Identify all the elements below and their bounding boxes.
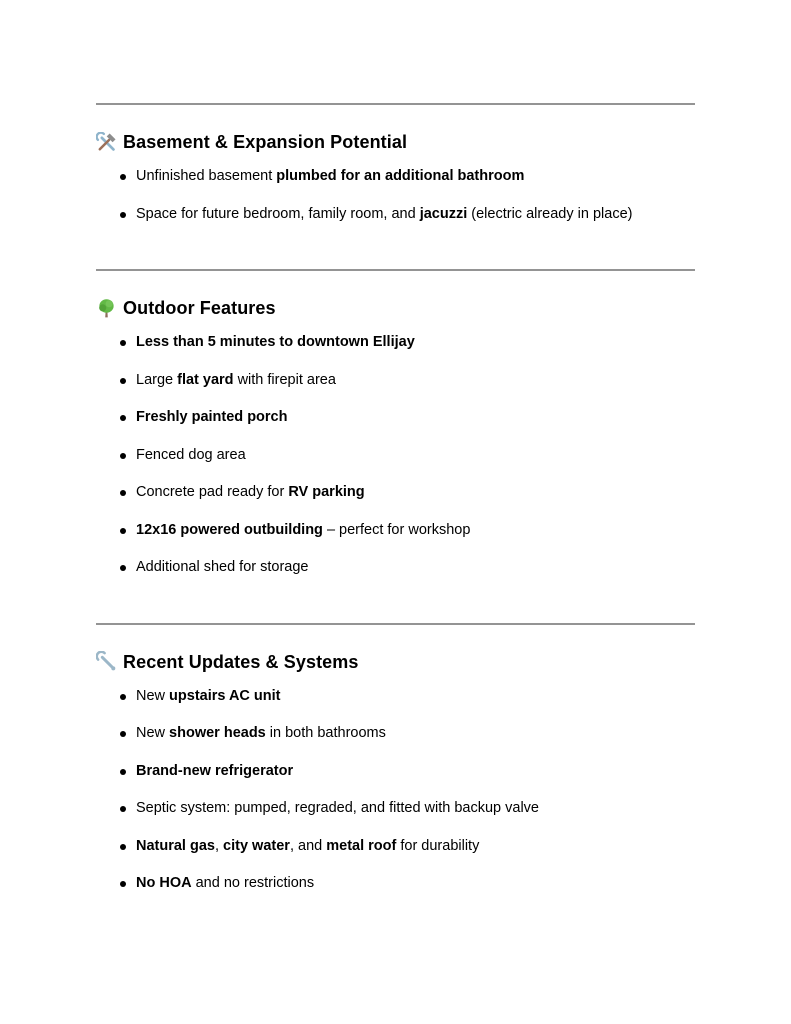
bullet-list: [96, 334, 695, 577]
section-title: Basement & Expansion Potential: [123, 132, 408, 152]
text-segment: in both bathrooms: [265, 725, 386, 741]
section-divider: [96, 103, 695, 105]
text-segment: flat yard: [177, 371, 234, 388]
text-segment: Brand-new refrigerator: [136, 762, 294, 779]
section-outdoor-features: [96, 269, 695, 577]
text-segment: jacuzzi: [419, 205, 468, 222]
wrench-icon: [96, 651, 117, 672]
section-heading: [96, 297, 695, 319]
text-segment: RV parking: [288, 484, 365, 500]
section-divider: [96, 623, 695, 625]
section-divider: [96, 269, 695, 271]
text-segment: and no restrictions: [191, 875, 315, 891]
text-segment: (electric already in place): [467, 205, 633, 222]
text-segment: Space for future bedroom, family room, and: [136, 205, 420, 222]
section-title: Outdoor Features: [123, 298, 276, 318]
text-segment: for durability: [396, 837, 480, 854]
list-item: [96, 372, 695, 390]
text-segment: New: [136, 687, 170, 704]
list-item: [96, 206, 695, 224]
list-item: [96, 334, 695, 352]
text-segment: No HOA: [136, 875, 192, 891]
list-item: [96, 838, 695, 856]
list-item: [96, 522, 695, 540]
text-segment: metal roof: [326, 837, 397, 854]
list-item: [96, 168, 695, 186]
bullet-list: [96, 168, 695, 223]
text-segment: – perfect for workshop: [322, 521, 471, 538]
list-item: [96, 725, 695, 743]
text-segment: Freshly painted porch: [136, 409, 288, 425]
list-item: [96, 409, 695, 427]
deciduous-tree-icon: [96, 298, 117, 319]
bullet-list: [96, 688, 695, 893]
text-segment: ,: [214, 837, 224, 854]
list-item: [96, 763, 695, 781]
list-item: [96, 447, 695, 465]
hammer-and-wrench-icon: [96, 132, 117, 153]
text-segment: 12x16 powered outbuilding: [136, 521, 323, 538]
list-item: [96, 484, 695, 502]
list-item: [96, 688, 695, 706]
text-segment: upstairs AC unit: [169, 687, 281, 704]
list-item: [96, 800, 695, 818]
text-segment: Fenced dog area: [136, 446, 246, 463]
section-heading: [96, 651, 695, 673]
text-segment: Large: [136, 371, 178, 388]
text-segment: Less than 5 minutes to downtown Ellijay: [136, 334, 415, 350]
text-segment: Additional shed for storage: [136, 559, 309, 575]
section-recent-updates: [96, 623, 695, 893]
text-segment: Natural gas: [136, 837, 215, 854]
text-segment: New: [136, 725, 170, 741]
text-segment: city water: [223, 837, 290, 854]
list-item: [96, 875, 695, 893]
text-segment: shower heads: [169, 725, 266, 741]
section-title: Recent Updates & Systems: [123, 651, 359, 672]
text-segment: Concrete pad ready for: [136, 484, 289, 500]
section-heading: [96, 131, 695, 153]
text-segment: Unfinished basement: [136, 168, 277, 184]
text-segment: with firepit area: [233, 371, 336, 388]
section-basement-expansion: [96, 103, 695, 223]
text-segment: , and: [289, 837, 327, 854]
text-segment: plumbed for an additional bathroom: [276, 168, 525, 184]
text-segment: Septic system: pumped, regraded, and fitted with backup valve: [136, 800, 539, 816]
list-item: [96, 559, 695, 577]
